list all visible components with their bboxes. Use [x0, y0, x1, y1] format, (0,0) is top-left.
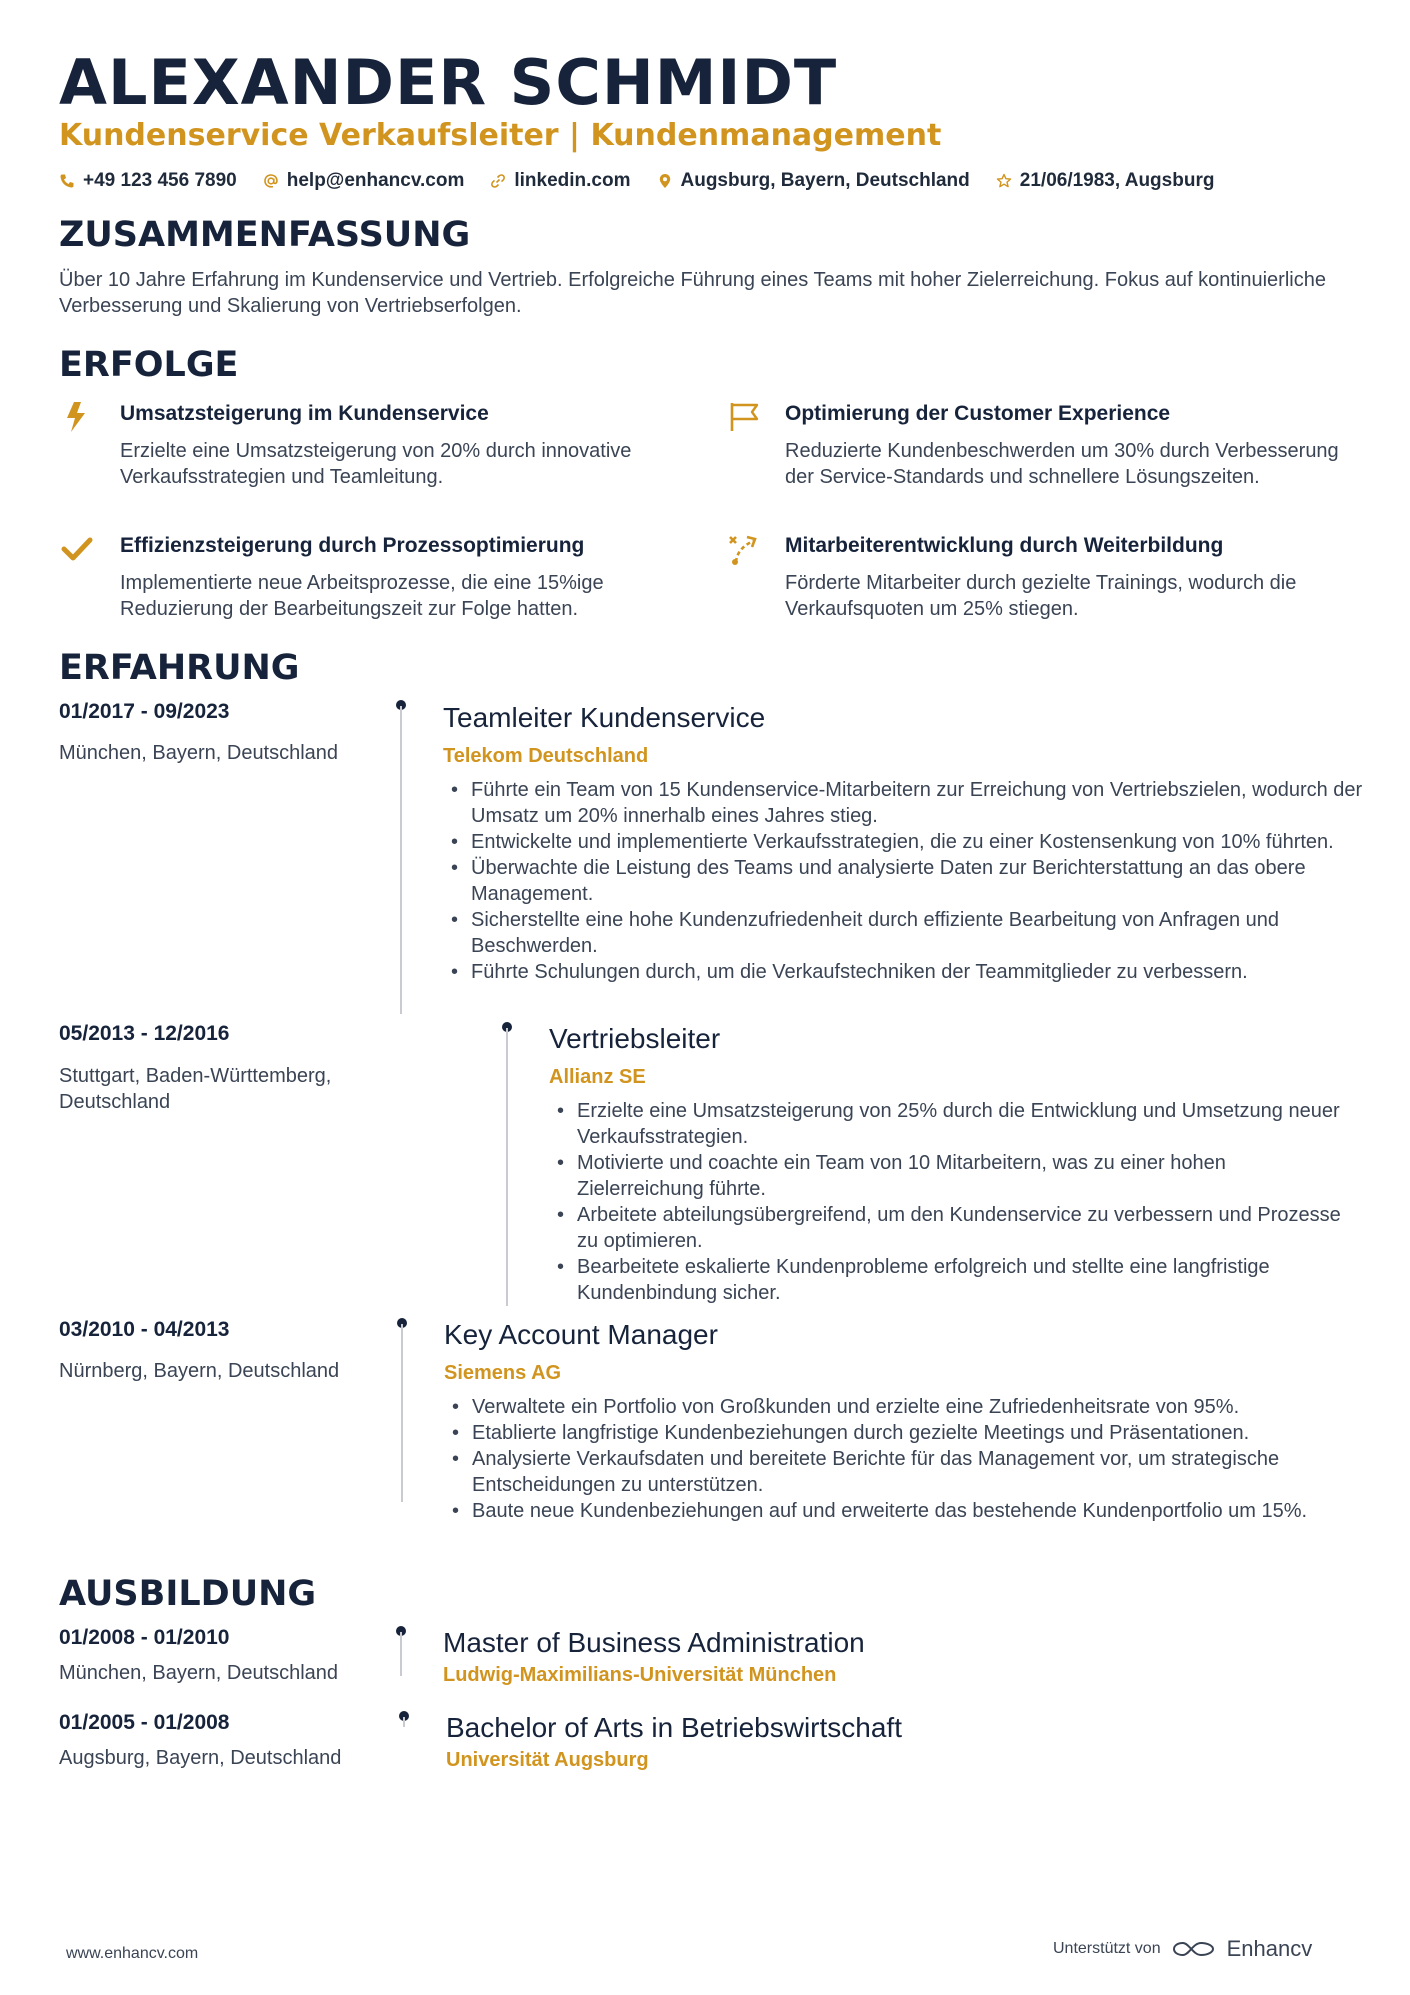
contact-location-text: Augsburg, Bayern, Deutschland — [680, 170, 970, 191]
section-title-achievements: ERFOLGE — [59, 345, 239, 385]
job-company: Allianz SE — [549, 1066, 646, 1088]
achievement-title: Mitarbeiterentwicklung durch Weiterbildung — [785, 534, 1224, 557]
job-company: Telekom Deutschland — [443, 745, 649, 767]
education-location: Augsburg, Bayern, Deutschland — [59, 1747, 342, 1769]
contact-birth-text: 21/06/1983, Augsburg — [1019, 170, 1215, 191]
job-bullet: • Bearbeitete eskalierte Kundenprobleme erfolgreich und stellte eine langfristige Kundenbindung sicher. — [549, 1254, 1349, 1306]
timeline-line — [506, 1028, 508, 1306]
contact-email[interactable] — [263, 170, 465, 192]
section-title-education: AUSBILDUNG — [59, 1574, 317, 1614]
job-date: 01/2017 - 09/2023 — [59, 700, 230, 723]
achievement-title: Umsatzsteigerung im Kundenservice — [120, 402, 489, 425]
job-bullet: • Entwickelte und implementierte Verkaufsstrategien, die zu einer Kostensenkung von 10% führten. — [443, 829, 1363, 855]
job-bullet: • Führte Schulungen durch, um die Verkaufstechniken der Teammitglieder zu verbessern. — [443, 959, 1363, 985]
timeline-line — [400, 1632, 402, 1676]
contact-location — [657, 170, 970, 192]
contact-email-text: help@enhancv.com — [286, 170, 465, 191]
education-degree: Bachelor of Arts in Betriebswirtschaft — [446, 1712, 902, 1743]
timeline-line — [403, 1717, 405, 1727]
contact-linkedin-text: linkedin.com — [514, 170, 631, 191]
achievement-title: Optimierung der Customer Experience — [785, 402, 1171, 425]
job-bullet: • Etablierte langfristige Kundenbeziehungen durch gezielte Meetings und Präsentationen. — [444, 1420, 1364, 1446]
check-icon — [60, 532, 94, 566]
at-icon — [263, 173, 279, 189]
job-title: Key Account Manager — [444, 1319, 718, 1350]
achievement-desc: Reduzierte Kundenbeschwerden um 30% durch Verbesserung der Service-Standards und schnellere Lösungszeiten. — [785, 440, 1339, 488]
job-bullets — [549, 1098, 1349, 1306]
candidate-headline: Kundenservice Verkaufsleiter | Kundenmanagement — [59, 118, 942, 153]
education-date: 01/2008 - 01/2010 — [59, 1626, 230, 1649]
footer-website[interactable]: www.enhancv.com — [66, 1945, 199, 1962]
section-title-experience: ERFAHRUNG — [59, 648, 300, 688]
achievement-desc: Förderte Mitarbeiter durch gezielte Trainings, wodurch die Verkaufsquoten um 25% stiegen. — [785, 572, 1297, 620]
achievement-desc: Erzielte eine Umsatzsteigerung von 20% durch innovative Verkaufsstrategien und Teamleitung. — [120, 440, 632, 488]
job-location: Stuttgart, Baden-Württemberg, Deutschland — [59, 1065, 332, 1113]
job-title: Vertriebsleiter — [549, 1023, 721, 1054]
contact-linkedin[interactable] — [490, 170, 630, 192]
job-bullet: • Analysierte Verkaufsdaten und bereitete Berichte für das Management vor, um strategische Entscheidungen zu unterstützen. — [444, 1446, 1364, 1498]
bolt-icon — [60, 400, 94, 434]
job-bullet: • Sicherstellte eine hohe Kundenzufriedenheit durch effiziente Bearbeitung von Anfragen und Beschwerden. — [443, 907, 1363, 959]
job-location: Nürnberg, Bayern, Deutschland — [59, 1360, 340, 1382]
job-bullet: • Motivierte und coachte ein Team von 10 Mitarbeitern, was zu einer hohen Zielerreichung führte. — [549, 1150, 1349, 1202]
candidate-name: ALEXANDER SCHMIDT — [59, 46, 838, 119]
achievement-title: Effizienzsteigerung durch Prozessoptimierung — [120, 534, 585, 557]
job-bullet: • Baute neue Kundenbeziehungen auf und erweiterte das bestehende Kundenportfolio um 15%. — [444, 1498, 1364, 1524]
phone-icon — [59, 173, 75, 189]
timeline-line — [401, 1324, 403, 1502]
job-title: Teamleiter Kundenservice — [443, 702, 766, 733]
education-school: Universität Augsburg — [446, 1749, 649, 1771]
section-title-summary: ZUSAMMENFASSUNG — [59, 215, 471, 255]
education-location: München, Bayern, Deutschland — [59, 1662, 339, 1684]
contact-birth — [996, 170, 1215, 192]
job-bullet: • Führte ein Team von 15 Kundenservice-Mitarbeitern zur Erreichung von Vertriebszielen, wodurch der Umsatz um 20% innerhalb eines Jahres stieg. — [443, 777, 1363, 829]
job-date: 05/2013 - 12/2016 — [59, 1022, 230, 1045]
contact-row — [59, 170, 1214, 192]
job-bullet: • Verwaltete ein Portfolio von Großkunden und erzielte eine Zufriedenheitsrate von 95%. — [444, 1394, 1364, 1420]
summary-text: Über 10 Jahre Erfahrung im Kundenservice und Vertrieb. Erfolgreiche Führung eines Teams mit hoher Zielerreichung. Fokus auf kontinuierliche Verbesserung und Skalierung von Vertriebserfolgen. — [59, 269, 1326, 317]
job-bullet: • Überwachte die Leistung des Teams und analysierte Daten zur Berichterstattung an das obere Management. — [443, 855, 1363, 907]
education-school: Ludwig-Maximilians-Universität München — [443, 1664, 837, 1686]
job-location: München, Bayern, Deutschland — [59, 742, 339, 764]
job-bullets — [444, 1394, 1364, 1524]
link-icon — [490, 173, 506, 189]
flag-icon — [727, 400, 761, 434]
timeline-line — [400, 706, 402, 1014]
enhancv-logo-icon — [1171, 1937, 1217, 1961]
footer-branding — [1053, 1936, 1312, 1962]
footer-powered-by: Unterstützt von — [1053, 1940, 1161, 1957]
education-degree: Master of Business Administration — [443, 1627, 865, 1658]
achievement-desc: Implementierte neue Arbeitsprozesse, die eine 15%ige Reduzierung der Bearbeitungszeit zur Folge hatten. — [120, 572, 604, 620]
job-date: 03/2010 - 04/2013 — [59, 1318, 230, 1341]
contact-phone-text: +49 123 456 7890 — [83, 170, 237, 191]
job-company: Siemens AG — [444, 1362, 562, 1384]
footer-brand: Enhancv — [1226, 1936, 1313, 1961]
location-icon — [657, 173, 673, 189]
job-bullets — [443, 777, 1363, 985]
job-bullet: • Arbeitete abteilungsübergreifend, um den Kundenservice zu verbessern und Prozesse zu optimieren. — [549, 1202, 1349, 1254]
star-icon — [996, 173, 1012, 189]
education-date: 01/2005 - 01/2008 — [59, 1711, 230, 1734]
job-bullet: • Erzielte eine Umsatzsteigerung von 25% durch die Entwicklung und Umsetzung neuer Verkaufsstrategien. — [549, 1098, 1349, 1150]
strategy-icon — [727, 532, 761, 566]
contact-phone[interactable] — [59, 170, 237, 192]
